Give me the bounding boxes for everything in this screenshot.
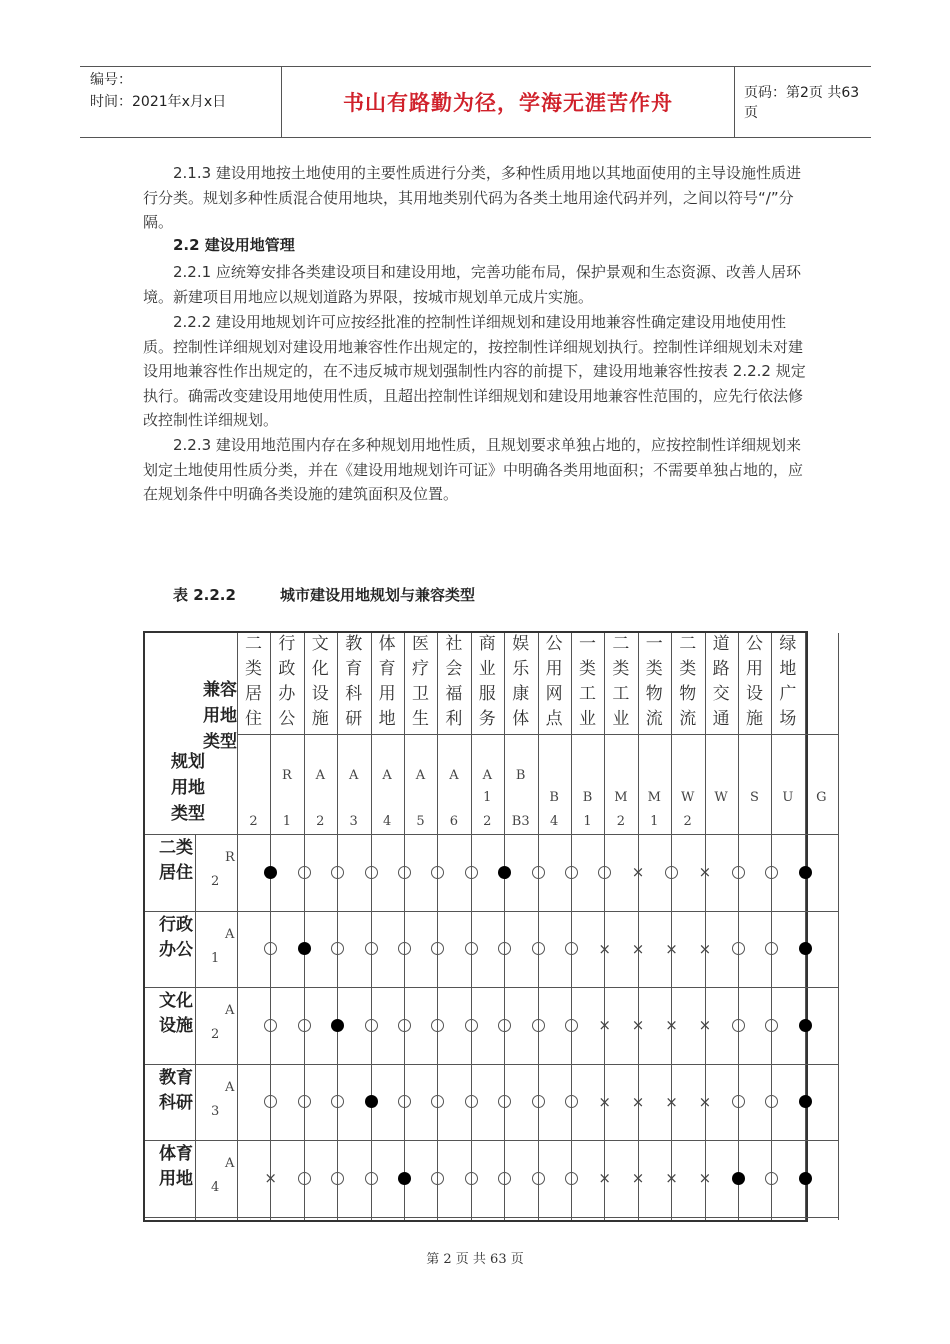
open-circle-icon [498,1019,511,1032]
row-code [211,923,237,971]
cross-icon: × [598,1169,611,1187]
column-header-char: 地 [378,709,396,729]
column-header-char: 康 [512,684,530,704]
column-header [771,633,804,734]
row-code-part: 2 [211,1027,220,1042]
column-header [504,633,537,734]
column-header-char: 办 [278,684,296,704]
column-header [304,633,337,734]
column-code-part: R [281,768,292,783]
cross-icon: × [665,1092,678,1111]
compatibility-mark [805,987,838,1063]
cross-icon: × [665,1016,678,1034]
open-circle-icon [532,942,545,955]
column-header-char: 育 [378,659,396,679]
column-header [638,633,671,734]
open-circle-icon [532,1019,545,1032]
column-header-char: 社 [445,634,463,654]
open-circle-icon [765,942,778,955]
row-code-part: 4 [211,1180,220,1195]
column-header [738,633,771,734]
column-header-char: 体 [378,634,396,654]
open-circle-icon [565,1095,578,1108]
column-code-part: A [382,768,392,783]
column-code [738,736,771,832]
open-circle-icon [331,1095,344,1108]
open-circle-icon [598,866,611,879]
row-header: 文化设施 [159,991,193,1036]
open-circle-icon [532,1095,545,1108]
column-code [805,736,838,832]
row-code-part: A [225,926,235,942]
table-hline [145,1217,838,1218]
row-code-part: 2 [211,874,220,889]
open-circle-icon [565,866,578,879]
open-circle-icon [398,1095,411,1108]
open-circle-icon [264,942,277,955]
open-circle-icon [765,1172,778,1185]
header-page-info: 页码：第2页 共63页 [744,85,860,121]
column-code [437,736,470,832]
open-circle-icon [665,866,678,879]
open-circle-icon [431,942,444,955]
column-code [304,736,337,832]
column-code-part: 2 [316,814,325,829]
page-footer: 第 2 页 共 63 页 [426,1252,524,1267]
column-code-part: A [415,768,426,783]
column-code-part: 6 [449,814,459,829]
row-code-part: A [225,1003,235,1018]
open-circle-icon [331,866,344,879]
open-circle-icon [465,1172,478,1185]
column-code-part: B [515,768,526,783]
column-code-part: 1 [282,814,292,829]
column-header-char: 网 [545,684,563,704]
column-header-char: 教 [345,634,363,654]
cross-icon: × [698,1169,712,1187]
column-header-char: 交 [712,684,730,704]
column-code-part: 1 [483,790,492,805]
column-code-part: M [614,790,628,805]
column-header-char: 物 [645,684,663,704]
open-circle-icon [732,942,745,955]
column-code-part: A [449,768,459,783]
column-code [371,736,404,832]
row-header: 二类居住 [159,838,193,883]
column-header [270,633,303,734]
column-code-part: W [681,790,695,805]
column-header-char: 公 [746,634,763,654]
column-header [337,633,370,734]
column-header-char: 会 [445,659,463,679]
paragraph-2-2-3: 2.2.3 建设用地范围内存在多种规划用地性质，且规划要求单独占地的，应按控制性详细规划来划定土地使用性质分类，并在《建设用地规划许可证》中明确各类用地面积；不需要单独占地的，应在规划条件中明确各类设施的建筑面积及位置。 [143,436,804,503]
paragraph-2-2-1: 2.2.1 应统筹安排各类建设项目和建设用地，完善功能布局，保护景观和生态资源、改善人居环境。新建项目用地应以规划道路为界限，按城市规划单元成片实施。 [143,263,801,306]
column-header-char: 绿 [779,634,797,654]
column-header-char: 类 [579,659,596,679]
column-header-char: 住 [245,709,262,729]
column-header [604,633,637,734]
cross-icon: × [665,939,678,958]
column-header-char: 类 [679,659,697,679]
column-header [571,633,604,734]
column-header [371,633,404,734]
open-circle-icon [431,1095,444,1108]
column-code-part: 1 [583,814,592,829]
column-header-char: 二 [679,634,697,654]
column-code [638,736,671,832]
column-header-char: 乐 [512,659,530,679]
column-code-part: B3 [511,814,530,829]
open-circle-icon [264,1019,277,1032]
column-header-char: 业 [579,709,596,729]
column-header-char: 物 [679,684,697,704]
column-header-char: 公 [545,634,563,654]
full-circle-icon [799,1172,812,1185]
header-motto: 书山有路勤为径，学海无涯苦作舟 [282,67,735,137]
column-header-char: 路 [712,659,730,679]
cross-icon: × [698,863,712,881]
row-header: 教育科研 [159,1067,193,1113]
column-header-char: 文 [311,634,329,654]
table-vline [838,633,839,1220]
column-code [604,736,637,832]
column-header-char: 类 [612,659,630,679]
cross-icon: × [631,863,645,881]
open-circle-icon [765,1019,778,1032]
column-header-char: 流 [679,709,697,729]
row-code-part: R [225,850,235,865]
column-header [705,633,738,734]
paragraph-2-1-3: 2.1.3 建设用地按土地使用的主要性质进行分类，多种性质用地以其地面使用的主导设施性质进行分类。规划多种性质混合使用地块，其用地类别代码为各类土地用途代码并列，之间以符号“/”分隔。 [143,164,801,231]
table-vline [195,834,196,1220]
open-circle-icon [365,866,378,879]
column-code [504,736,537,832]
column-header-char: 一 [645,634,663,654]
corner-planned-type: 规划用地类型 [171,752,205,824]
column-header-char: 用 [545,659,563,679]
column-header-char: 商 [478,634,496,654]
column-code-part: 2 [249,814,258,829]
column-code-part: 2 [483,814,492,829]
column-header-char: 地 [779,659,797,679]
open-circle-icon [732,1019,745,1032]
column-header-char: 一 [579,634,596,654]
open-circle-icon [565,1172,578,1185]
column-header [671,633,704,734]
column-header-char: 科 [345,684,363,704]
open-circle-icon [431,1172,444,1185]
corner-compatible-type: 兼容用地类型 [203,680,237,752]
section-heading-2-2: 2.2 建设用地管理 [173,236,295,254]
column-header-char: 二 [245,634,262,654]
column-code-part: W [714,790,728,805]
column-header-char: 疗 [412,659,429,679]
open-circle-icon [465,866,478,879]
cross-icon: × [631,1092,645,1111]
column-code-part: S [750,790,759,805]
cross-icon: × [631,1169,645,1187]
column-header-char: 场 [779,709,797,729]
column-code [337,736,370,832]
open-circle-icon [765,866,778,879]
open-circle-icon [365,1019,378,1032]
row-code-part: 1 [211,950,220,966]
time-label: 时间：2021年x月x日 [90,94,227,110]
compatibility-mark [805,911,838,987]
column-header-char: 业 [478,659,496,679]
column-code [270,736,303,832]
column-code-part: U [782,790,794,805]
open-circle-icon [565,1019,578,1032]
column-code-part: 1 [650,814,659,829]
column-code-part: 4 [382,814,392,829]
column-code [538,736,571,832]
column-code-part: A [315,768,325,783]
column-header-char: 二 [612,634,630,654]
open-circle-icon [765,1095,778,1108]
table-caption-title: 城市建设用地规划与兼容类型 [280,586,476,604]
cross-icon: × [598,1092,611,1111]
open-circle-icon [465,1095,478,1108]
column-header [437,633,470,734]
open-circle-icon [298,1019,311,1032]
open-circle-icon [565,942,578,955]
full-circle-icon [799,1095,812,1108]
row-header: 体育用地 [159,1144,193,1189]
row-code-part: A [225,1079,235,1095]
column-header-char: 研 [345,709,363,729]
open-circle-icon [365,1172,378,1185]
open-circle-icon [331,942,344,955]
column-header-char: 类 [245,659,262,679]
open-circle-icon [532,1172,545,1185]
column-header-char: 公 [278,709,296,729]
cross-icon: × [598,939,611,958]
column-code-part: B [582,790,593,805]
column-code [671,736,704,832]
column-header-char: 服 [478,684,496,704]
open-circle-icon [532,866,545,879]
full-circle-icon [799,942,812,955]
row-code-part: A [225,1156,235,1171]
open-circle-icon [498,1095,511,1108]
column-header [805,633,838,734]
cross-icon: × [665,1169,678,1187]
cross-icon: × [598,1016,611,1034]
open-circle-icon [365,942,378,955]
open-circle-icon [398,1019,411,1032]
column-code-part: 5 [416,814,425,829]
open-circle-icon [298,1095,311,1108]
full-circle-icon [398,1172,411,1185]
column-header [237,633,270,734]
column-code-part: A [348,768,359,783]
open-circle-icon [465,1019,478,1032]
cross-icon: × [631,939,645,958]
column-header-char: 福 [445,684,463,704]
column-code [404,736,437,832]
column-header-char: 业 [612,709,630,729]
column-header-char: 设 [746,684,763,704]
column-code-part: 3 [349,814,358,829]
column-header-char: 施 [746,709,763,729]
cross-icon: × [698,1092,712,1111]
row-code [211,1076,237,1124]
column-header-char: 医 [412,634,429,654]
column-header-char: 娱 [512,634,530,654]
column-header-char: 生 [412,709,429,729]
table-caption-number: 表 2.2.2 [173,586,236,604]
table-hline [237,734,838,735]
open-circle-icon [398,942,411,955]
column-header-char: 利 [445,709,463,729]
open-circle-icon [331,1172,344,1185]
column-code-part: B [549,790,559,805]
column-code [571,736,604,832]
row-header: 行政办公 [159,914,193,960]
column-header-char: 政 [278,659,296,679]
number-label: 编号： [90,72,132,88]
full-circle-icon [799,1019,812,1032]
column-header-char: 用 [746,659,763,679]
column-header-char: 设 [311,684,329,704]
compatibility-table [143,631,827,1222]
column-code-part: 2 [616,814,626,829]
open-circle-icon [298,1172,311,1185]
column-header-char: 卫 [412,684,429,704]
cross-icon: × [264,1169,277,1187]
compatibility-mark [805,1140,838,1216]
column-code-part: G [816,790,827,805]
open-circle-icon [732,866,745,879]
column-header [538,633,571,734]
column-code [237,736,270,832]
cross-icon: × [631,1016,645,1034]
open-circle-icon [264,1095,277,1108]
column-header-char: 通 [712,709,730,729]
column-header-char: 化 [311,659,329,679]
open-circle-icon [498,942,511,955]
cross-icon: × [698,1016,712,1034]
column-header-char: 用 [378,684,396,704]
full-circle-icon [298,942,311,955]
column-header-char: 流 [645,709,663,729]
open-circle-icon [431,866,444,879]
column-code [471,736,504,832]
column-header-char: 广 [779,684,797,704]
column-header-char: 体 [512,709,530,729]
full-circle-icon [799,866,812,879]
open-circle-icon [398,866,411,879]
column-header [404,633,437,734]
compatibility-mark [805,1064,838,1140]
full-circle-icon [498,866,511,879]
column-code-part: M [647,790,661,805]
open-circle-icon [298,866,311,879]
column-code [771,736,804,832]
row-code-part: 3 [211,1103,220,1119]
compatibility-mark [805,834,838,910]
column-header-char: 居 [245,684,262,704]
column-header-char: 施 [311,709,329,729]
full-circle-icon [331,1019,344,1032]
full-circle-icon [732,1172,745,1185]
column-header-char: 点 [545,709,563,729]
row-code [211,1152,237,1200]
open-circle-icon [431,1019,444,1032]
open-circle-icon [732,1095,745,1108]
row-code [211,846,237,894]
column-header [471,633,504,734]
column-header-char: 工 [612,684,630,704]
full-circle-icon [264,866,277,879]
row-code [211,999,237,1047]
column-code [705,736,738,832]
column-code-part: A [482,768,492,783]
open-circle-icon [498,1172,511,1185]
column-header-char: 育 [345,659,363,679]
open-circle-icon [465,942,478,955]
column-header-char: 道 [712,634,730,654]
full-circle-icon [365,1095,378,1108]
column-code-part: 2 [683,814,692,829]
column-header-char: 类 [645,659,663,679]
cross-icon: × [698,939,712,958]
column-header-char: 务 [478,709,496,729]
column-header-char: 工 [579,684,596,704]
column-header-char: 行 [278,634,296,654]
page-header [80,66,871,138]
header-meta [80,67,282,137]
column-code-part: 4 [549,814,559,829]
paragraph-2-2-2: 2.2.2 建设用地规划许可应按经批准的控制性详细规划和建设用地兼容性确定建设用地使用性质。控制性详细规划对建设用地兼容性作出规定的，按控制性详细规划执行。控制性详细规划未对建设用地兼容性作出规定的，在不违反城市规划强制性内容的前提下，建设用地兼容性按表 2.2.2 规定执行。确需改变建设用地使用性质，且超出控制性详细规划和建设用地兼容性范围的，应先行依法修改控制性详细规划。 [143,313,806,429]
